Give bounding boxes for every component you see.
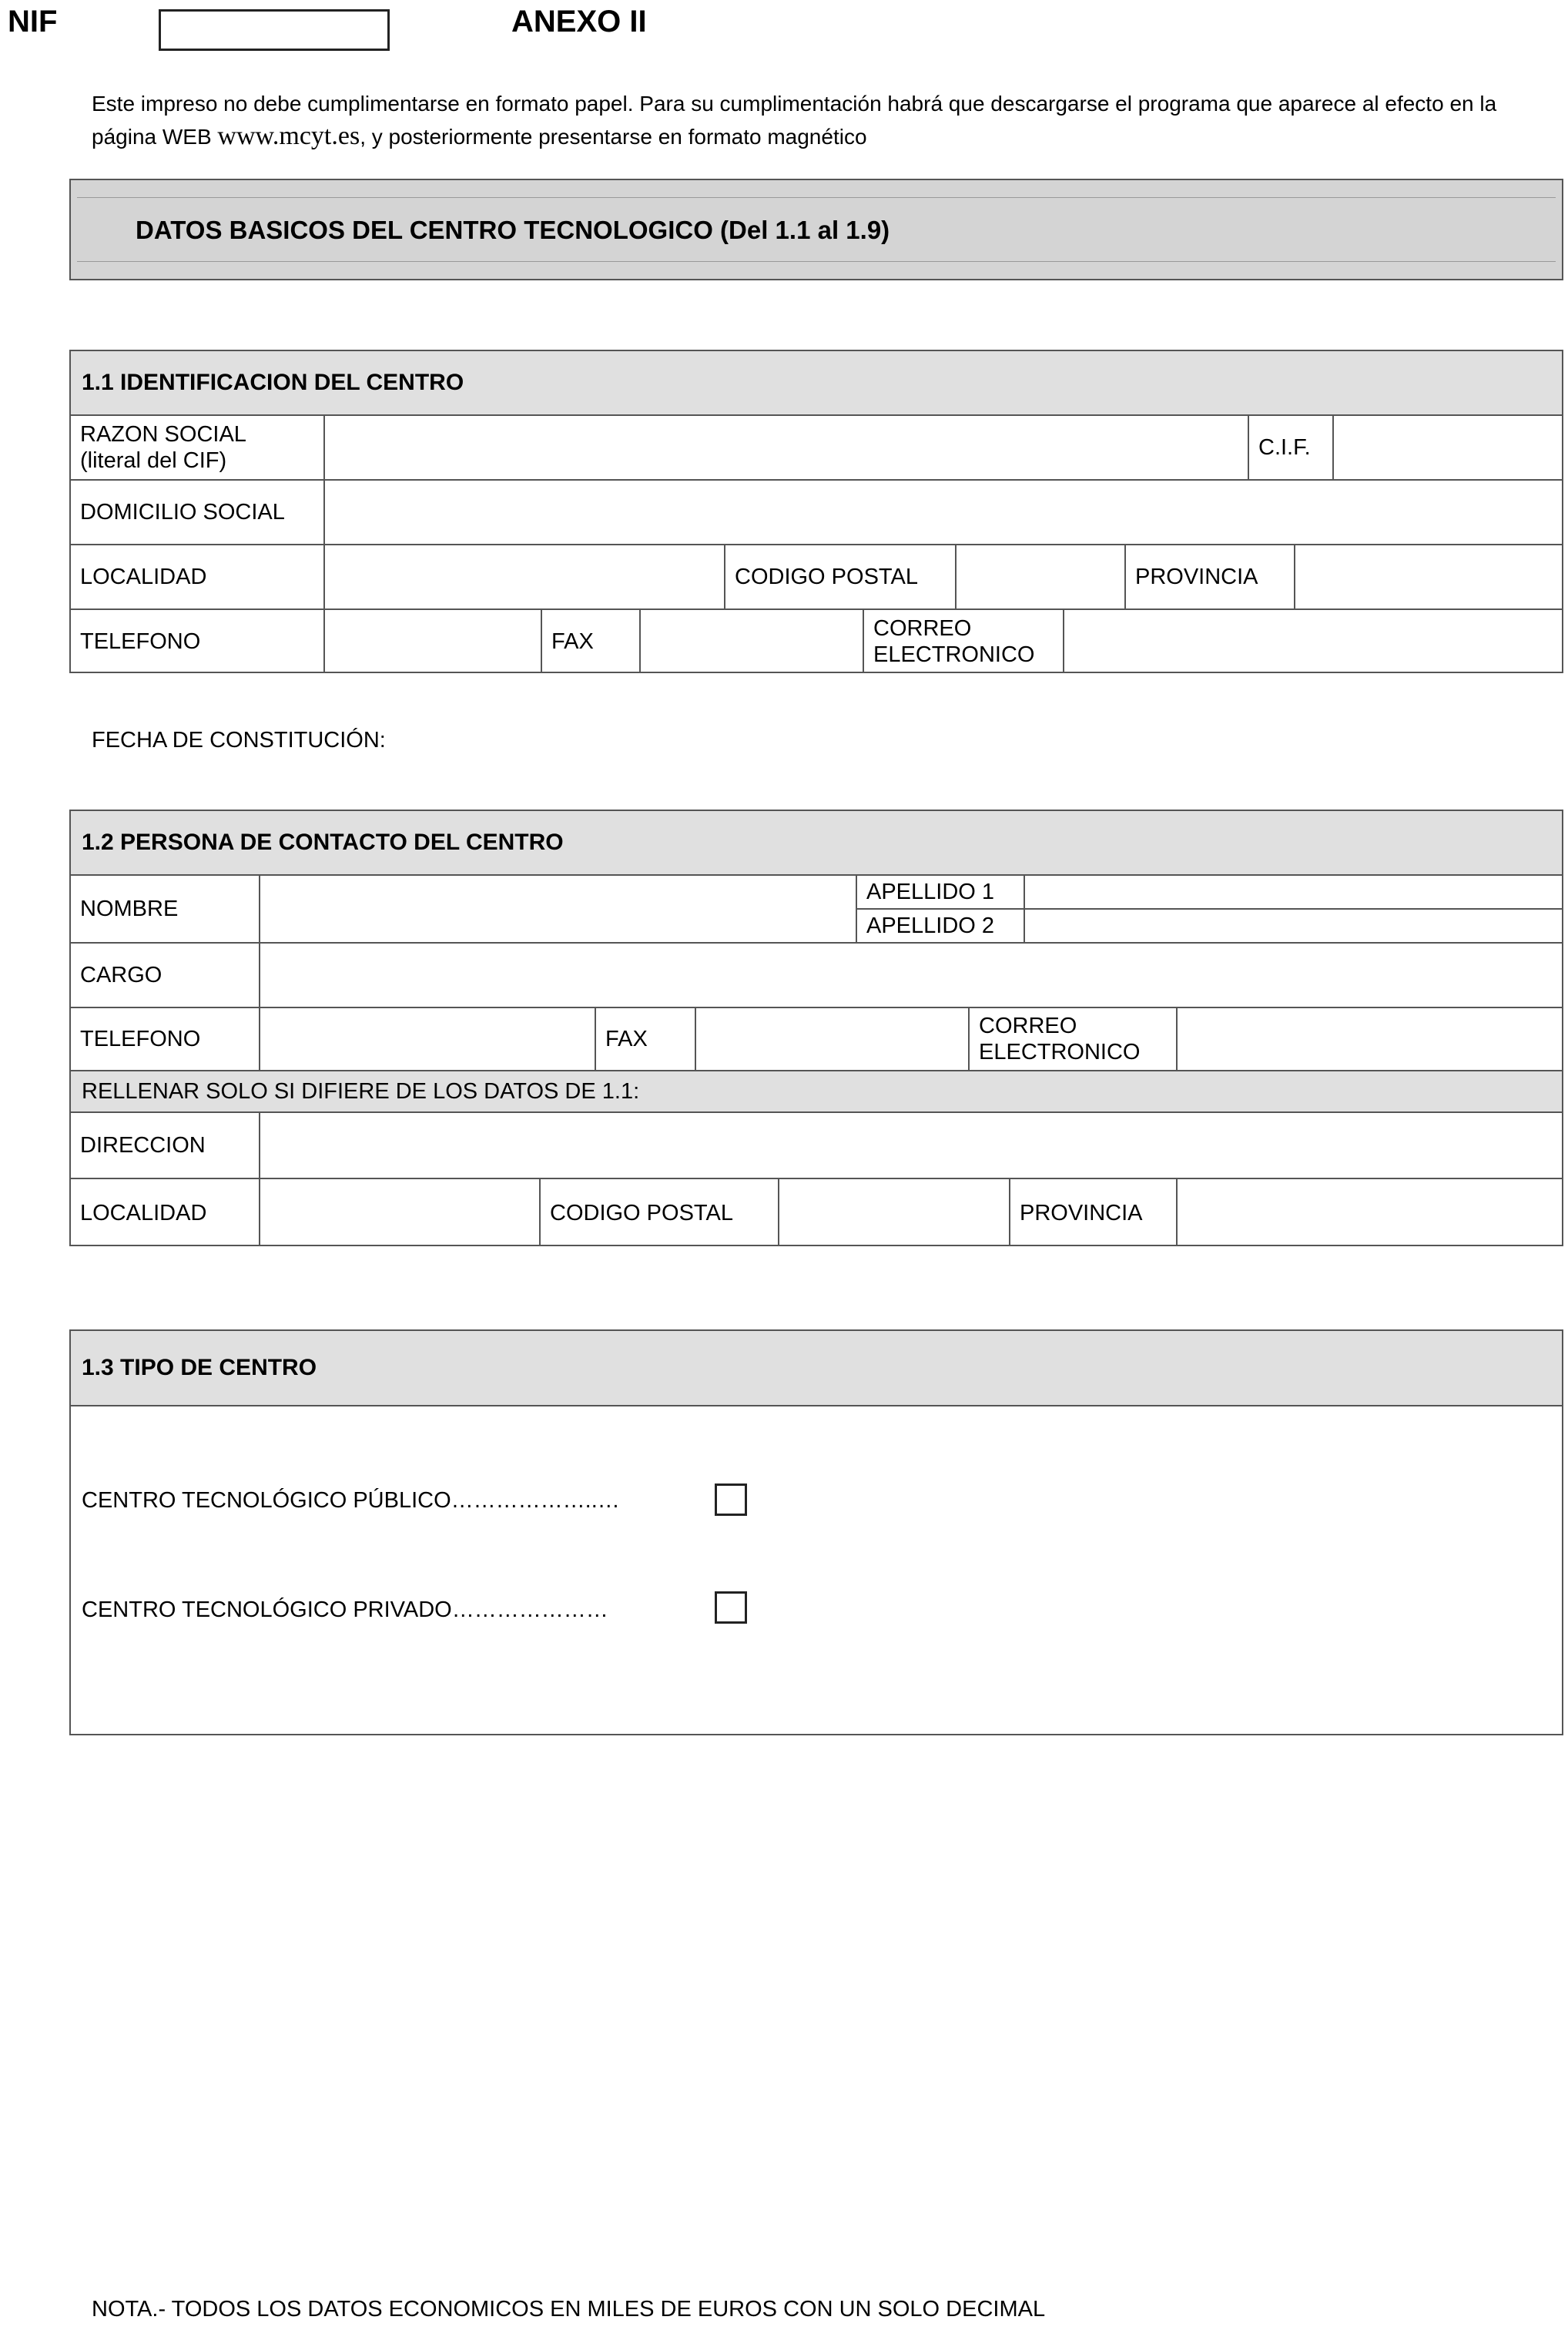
codigo-postal-field[interactable] xyxy=(957,545,1126,608)
codigo-postal-field[interactable] xyxy=(779,1179,1010,1246)
section-header xyxy=(71,811,1562,876)
telefono-field[interactable] xyxy=(325,610,542,673)
apellido2-row xyxy=(857,910,1562,942)
domicilio-row xyxy=(71,481,1562,545)
section-banner xyxy=(69,179,1563,280)
localidad-field[interactable] xyxy=(260,1179,541,1246)
direccion-field[interactable] xyxy=(260,1113,1562,1178)
apellidos-group xyxy=(857,876,1562,942)
razon-social-row xyxy=(71,416,1562,481)
section-persona-contacto xyxy=(69,810,1563,1246)
nota-footer: NOTA.- TODOS LOS DATOS ECONOMICOS EN MILES DE EUROS CON UN SOLO DECIMAL xyxy=(92,2297,1046,2322)
razon-social-label-line2: (literal del CIF) xyxy=(80,448,227,473)
correo-field[interactable] xyxy=(1178,1008,1562,1070)
correo-field[interactable] xyxy=(1064,610,1562,673)
razon-social-label-line1: RAZON SOCIAL xyxy=(80,422,246,447)
anexo-title: ANEXO II xyxy=(511,5,647,39)
localidad-row xyxy=(71,545,1562,610)
correo-label xyxy=(970,1008,1178,1070)
centro-privado-checkbox[interactable] xyxy=(715,1591,747,1624)
provincia-label: PROVINCIA xyxy=(1010,1179,1178,1246)
localidad-label: LOCALIDAD xyxy=(71,545,325,608)
razon-social-field[interactable] xyxy=(325,416,1249,479)
fax-label: FAX xyxy=(542,610,641,673)
section-title: 1.2 PERSONA DE CONTACTO DEL CENTRO xyxy=(82,830,564,855)
localidad-label: LOCALIDAD xyxy=(71,1179,260,1246)
domicilio-label: DOMICILIO SOCIAL xyxy=(71,481,325,544)
provincia-label: PROVINCIA xyxy=(1126,545,1295,608)
apellido1-row xyxy=(857,876,1562,910)
intro-text-after: , y posteriormente presentarse en formato magnético xyxy=(360,125,867,149)
apellido1-label: APELLIDO 1 xyxy=(857,876,1025,908)
cargo-label: CARGO xyxy=(71,944,260,1007)
fax-field[interactable] xyxy=(696,1008,970,1070)
cargo-field[interactable] xyxy=(260,944,1562,1007)
centro-publico-label: CENTRO TECNOLÓGICO PÚBLICO………………..… xyxy=(82,1488,620,1513)
direccion-row xyxy=(71,1113,1562,1179)
section-identificacion xyxy=(69,350,1563,673)
telefono-label: TELEFONO xyxy=(71,1008,260,1070)
domicilio-field[interactable] xyxy=(325,481,1562,544)
telefono-row xyxy=(71,1008,1562,1071)
telefono-field[interactable] xyxy=(260,1008,596,1070)
fecha-constitucion-label: FECHA DE CONSTITUCIÓN: xyxy=(92,728,386,753)
apellido2-label: APELLIDO 2 xyxy=(857,910,1025,942)
web-link[interactable]: www.mcyt.es xyxy=(217,122,360,150)
centro-privado-label: CENTRO TECNOLÓGICO PRIVADO………………… xyxy=(82,1597,608,1622)
telefono-row xyxy=(71,610,1562,673)
cif-label: C.I.F. xyxy=(1249,416,1334,479)
provincia-field[interactable] xyxy=(1178,1179,1562,1246)
provincia-field[interactable] xyxy=(1295,545,1562,608)
cif-field[interactable] xyxy=(1334,416,1562,479)
correo-label-line2: ELECTRONICO xyxy=(873,642,1035,667)
section-header xyxy=(71,1331,1562,1406)
correo-label xyxy=(864,610,1064,673)
rellenar-note: RELLENAR SOLO SI DIFIERE DE LOS DATOS DE 1.1: xyxy=(82,1078,640,1104)
localidad-field[interactable] xyxy=(325,545,725,608)
nif-label: NIF xyxy=(8,5,58,39)
fax-label: FAX xyxy=(596,1008,696,1070)
correo-label-line1: CORREO xyxy=(873,616,972,641)
nombre-field[interactable] xyxy=(260,876,857,942)
direccion-label: DIRECCION xyxy=(71,1113,260,1178)
section-title: 1.1 IDENTIFICACION DEL CENTRO xyxy=(82,370,464,395)
razon-social-label xyxy=(71,416,325,479)
intro-text-before: Este impreso no debe cumplimentarse en formato papel. Para su cumplimentación habrá que descargarse el programa que aparece al efecto en la página WEB xyxy=(92,92,1497,149)
section-header xyxy=(71,351,1562,416)
apellido1-field[interactable] xyxy=(1025,876,1562,908)
telefono-label: TELEFONO xyxy=(71,610,325,673)
correo-label-line1: CORREO xyxy=(979,1014,1077,1038)
cargo-row xyxy=(71,944,1562,1008)
apellido2-field[interactable] xyxy=(1025,910,1562,942)
fax-field[interactable] xyxy=(641,610,864,673)
nombre-label: NOMBRE xyxy=(71,876,260,942)
banner-title: DATOS BASICOS DEL CENTRO TECNOLOGICO (Del 1.1 al 1.9) xyxy=(136,216,890,244)
localidad-row xyxy=(71,1179,1562,1246)
codigo-postal-label: CODIGO POSTAL xyxy=(541,1179,779,1246)
centro-publico-checkbox[interactable] xyxy=(715,1483,747,1516)
nombre-row xyxy=(71,876,1562,944)
correo-label-line2: ELECTRONICO xyxy=(979,1040,1141,1064)
rellenar-row xyxy=(71,1071,1562,1113)
intro-text xyxy=(92,88,1524,153)
codigo-postal-label: CODIGO POSTAL xyxy=(725,545,957,608)
nif-field[interactable] xyxy=(159,9,390,51)
section-title: 1.3 TIPO DE CENTRO xyxy=(82,1355,317,1380)
section-tipo-centro xyxy=(69,1329,1563,1735)
